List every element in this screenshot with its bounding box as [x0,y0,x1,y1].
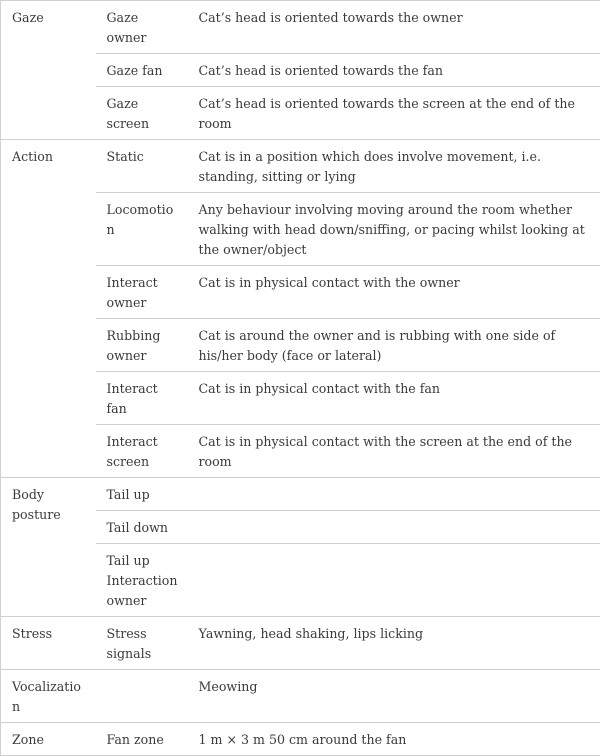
description-cell: Any behaviour involving moving around the room whether walking with head down/sniffing, or pacing whilst looking at the owner/object [188,193,600,266]
behaviour-cell: Interact owner [96,266,188,319]
table-row [1,140,600,193]
description-cell: Cat is around the owner and is rubbing with one side of his/her body (face or lateral) [188,319,600,372]
category-cell: Action [1,140,96,478]
behaviour-cell: Tail down [96,511,188,544]
description-cell [188,478,600,511]
behaviour-cell: Stress signals [96,617,188,670]
behaviour-cell: Gaze owner [96,1,188,54]
table-row [1,1,600,54]
behaviour-cell: Gaze screen [96,87,188,140]
description-cell: 1 m × 3 m 50 cm around the fan [188,723,600,756]
category-cell: Stress [1,617,96,670]
behaviour-cell: Tail up [96,478,188,511]
behaviour-cell [96,670,188,723]
description-cell: Yawning, head shaking, lips licking [188,617,600,670]
category-cell: Zone [1,723,96,756]
description-cell: Meowing [188,670,600,723]
behaviour-cell: Interact fan [96,372,188,425]
behaviour-cell: Rubbing owner [96,319,188,372]
description-cell: Cat is in physical contact with the screen at the end of the room [188,425,600,478]
behaviour-cell: Fan zone [96,723,188,756]
description-cell: Cat’s head is oriented towards the screen at the end of the room [188,87,600,140]
description-cell: Cat is in a position which does involve movement, i.e. standing, sitting or lying [188,140,600,193]
behaviour-cell: Locomotion [96,193,188,266]
table-row [1,670,600,723]
description-cell [188,511,600,544]
behaviour-cell: Static [96,140,188,193]
category-cell: Vocalization [1,670,96,723]
table-row [1,617,600,670]
behaviour-cell: Gaze fan [96,54,188,87]
table-row [1,478,600,511]
behaviour-cell: Tail up Interaction owner [96,544,188,617]
behaviour-cell: Interact screen [96,425,188,478]
description-cell: Cat is in physical contact with the fan [188,372,600,425]
description-cell: Cat’s head is oriented towards the fan [188,54,600,87]
table-row [1,723,600,756]
description-cell: Cat’s head is oriented towards the owner [188,1,600,54]
description-cell: Cat is in physical contact with the owner [188,266,600,319]
description-cell [188,544,600,617]
category-cell: Body posture [1,478,96,617]
category-cell: Gaze [1,1,96,140]
